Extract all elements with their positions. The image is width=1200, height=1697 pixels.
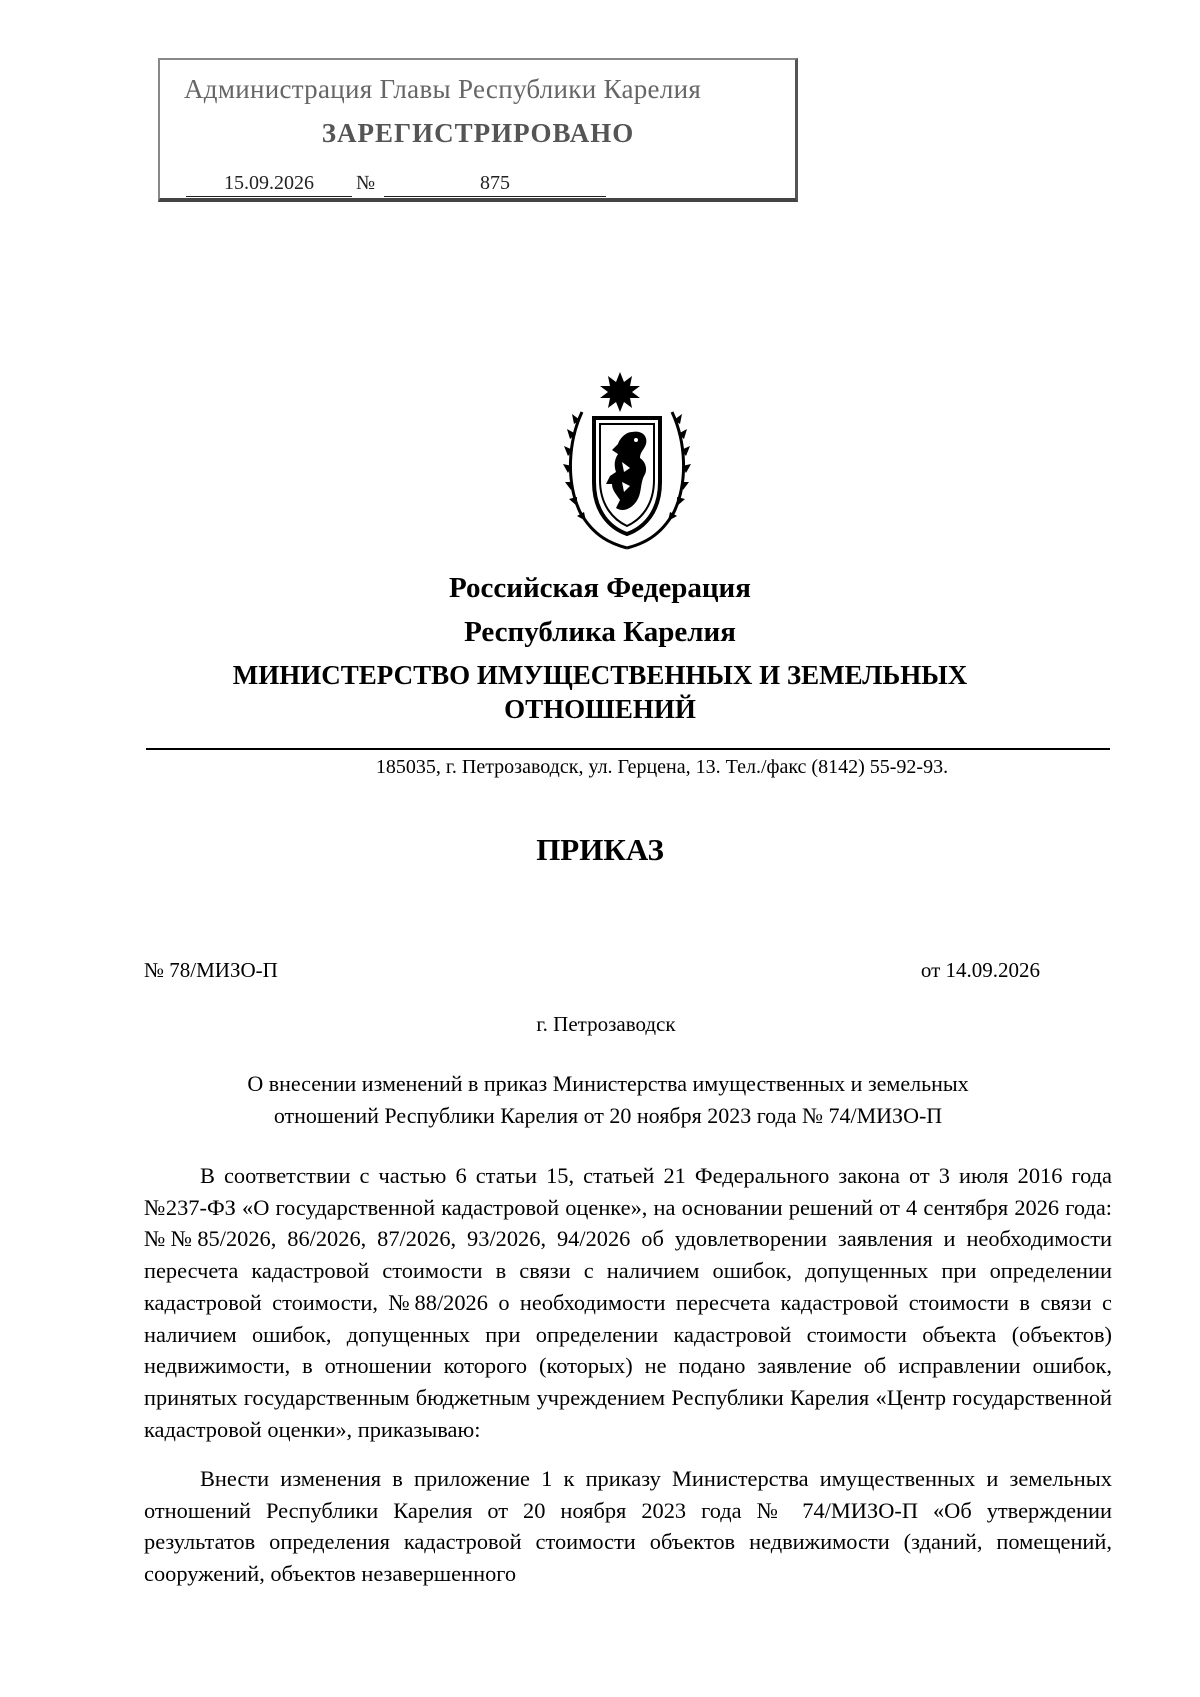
stamp-number: 875	[384, 172, 606, 197]
paragraph-basis: В соответствии с частью 6 статьи 15, статьей 21 Федерального закона от 3 июля 2016 года №237-ФЗ «О государственной кадастровой оценке», на основании решений от 4 сентября 2026 года: №№85/2026, 86/2026, 87/2026, 93/2026, 94/2026 об удовлетворении заявления и необходимости пересчета кадастровой стоимости в связи с наличием ошибок, допущенных при определении кадастровой стоимости, №88/2026 о необходимости пересчета кадастровой стоимости в связи с наличием ошибок, допущенных при определении кадастровой стоимости объекта (объектов) недвижимости, в отношении которого (которых) не подано заявление об исправлении ошибок, принятых государственным бюджетным учреждением Республики Карелия «Центр государственной кадастровой оценки», приказываю:	[144, 1163, 1112, 1442]
order-number: № 78/МИЗО-П	[144, 958, 278, 982]
stamp-status: ЗАРЕГИСТРИРОВАНО	[321, 118, 635, 148]
paragraph-order: Внести изменения в приложение 1 к приказу Министерства имущественных и земельных отношений Республики Карелия от 20 ноября 2023 года № 74/МИЗО-П «Об утверждении результатов определения кадастровой стоимости объектов недвижимости (зданий, помещений, сооружений, объектов незавершенного	[144, 1466, 1112, 1587]
subject-line-1: О внесении изменений в приказ Министерства имущественных и земельных	[247, 1071, 969, 1096]
stamp-number-label: №	[356, 172, 376, 194]
document-subject	[8, 1068, 1200, 1132]
header-divider	[146, 748, 1110, 750]
coat-of-arms-icon	[560, 372, 694, 550]
ministry-line-2: ОТНОШЕНИЙ	[504, 694, 696, 724]
ministry-line-1: МИНИСТЕРСТВО ИМУЩЕСТВЕННЫХ И ЗЕМЕЛЬНЫХ	[232, 660, 968, 690]
header-country: Российская Федерация	[449, 572, 751, 604]
subject-line-2: отношений Республики Карелия от 20 ноября 2023 года № 74/МИЗО-П	[273, 1103, 943, 1128]
stamp-organization: Администрация Главы Республики Карелия	[184, 74, 702, 104]
registration-stamp	[158, 58, 798, 202]
stamp-date: 15.09.2026	[186, 172, 352, 197]
ministry-address: 185035, г. Петрозаводск, ул. Герцена, 13. Тел./факс (8142) 55-92-93.	[375, 756, 949, 778]
header-ministry	[0, 658, 1200, 726]
header-republic: Республика Карелия	[464, 616, 736, 648]
order-date: от 14.09.2026	[920, 958, 1040, 982]
document-city: г. Петрозаводск	[536, 1012, 676, 1036]
document-type: ПРИКАЗ	[536, 832, 664, 867]
